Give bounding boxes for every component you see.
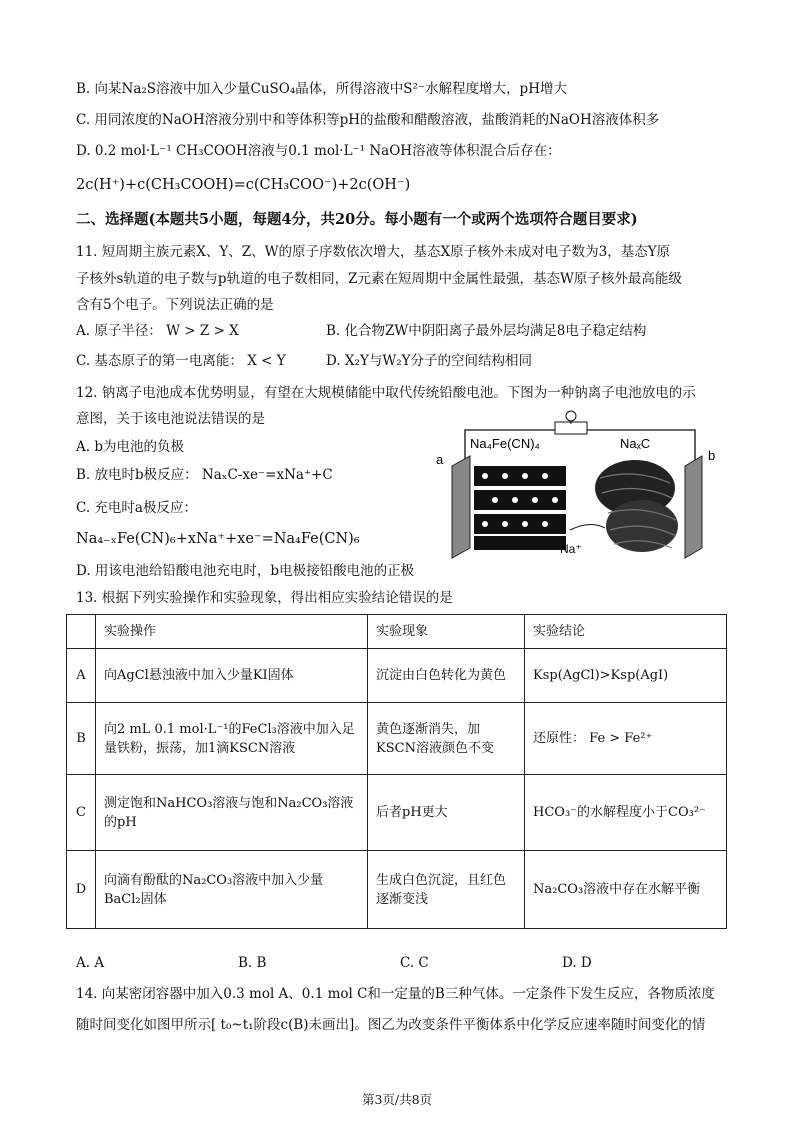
q13-answer-a: A. A [76, 955, 105, 971]
row-label: C [67, 775, 96, 851]
page-footer: 第3页/共8页 [361, 1092, 433, 1107]
row-conclusion: Na₂CO₃溶液中存在水解平衡 [525, 851, 727, 929]
table-header-phenomenon: 实验现象 [368, 615, 525, 649]
row-operation: 向滴有酚酞的Na₂CO₃溶液中加入少量BaCl₂固体 [96, 851, 368, 929]
row-operation: 向AgCl悬浊液中加入少量KI固体 [96, 649, 368, 703]
table-header-conclusion: 实验结论 [525, 615, 727, 649]
fig-label-a: a [436, 452, 444, 467]
q12-option-c-equation: Na₄₋ₓFe(CN)₆+xNa⁺+xe⁻=Na₄Fe(CN)₆ [76, 531, 360, 547]
electrode-a [452, 456, 470, 558]
row-label: B [67, 703, 96, 775]
q11-option-b: B. 化合物ZW中阴阳离子最外层均满足8电子稳定结构 [326, 323, 647, 339]
electrode-b [685, 456, 702, 558]
row-phenomenon: 后者pH更大 [368, 775, 525, 851]
row-phenomenon: 生成白色沉淀，且红色逐渐变浅 [368, 851, 525, 929]
row-operation: 向2 mL 0.1 mol·L⁻¹的FeCl₃溶液中加入足量铁粉，振荡，加1滴KSCN溶液 [96, 703, 368, 775]
q12-stem-line2: 意图，关于该电池说法错误的是 [76, 411, 265, 427]
battery-diagram [430, 408, 730, 568]
row-conclusion: Ksp(AgCl)>Ksp(AgI) [525, 649, 727, 703]
row-conclusion: HCO₃⁻的水解程度小于CO₃²⁻ [525, 775, 727, 851]
q10-option-d-equation: 2c(H⁺)+c(CH₃COOH)=c(CH₃COO⁻)+2c(OH⁻) [76, 177, 411, 193]
q10-option-c: C. 用同浓度的NaOH溶液分别中和等体积等pH的盐酸和醋酸溶液，盐酸消耗的NaOH溶液体积多 [76, 112, 660, 128]
q12-option-c: C. 充电时a极反应： [76, 500, 197, 516]
row-operation: 测定饱和NaHCO₃溶液与饱和Na₂CO₃溶液的pH [96, 775, 368, 851]
table-row [67, 649, 727, 703]
table-header-row [67, 615, 727, 649]
row-label: A [67, 649, 96, 703]
q10-option-d: D. 0.2 mol·L⁻¹ CH₃COOH溶液与0.1 mol·L⁻¹ NaOH溶液等体积混合后存在： [76, 143, 561, 159]
q11-option-d: D. X₂Y与W₂Y分子的空间结构相同 [326, 353, 533, 369]
ion-path [570, 524, 605, 530]
q10-option-b: B. 向某Na₂S溶液中加入少量CuSO₄晶体，所得溶液中S²⁻水解程度增大，pH增大 [76, 81, 567, 97]
left-electrode-material [474, 466, 566, 550]
table-header-operation: 实验操作 [96, 615, 368, 649]
fig-right-label: NaₓC [620, 436, 651, 451]
q11-option-c: C. 基态原子的第一电离能： X < Y [76, 353, 286, 369]
q14-line1: 14. 向某密闭容器中加入0.3 mol A、0.1 mol C和一定量的B三种气体。一定条件下发生反应，各物质浓度 [76, 986, 715, 1002]
table-row [67, 775, 727, 851]
row-label: D [67, 851, 96, 929]
q13-stem: 13. 根据下列实验操作和实验现象，得出相应实验结论错误的是 [76, 590, 453, 606]
q12-option-d: D. 用该电池给铅酸电池充电时，b电极接铅酸电池的正极 [76, 563, 415, 579]
fig-ion-label: Na⁺ [560, 542, 582, 556]
table-row [67, 851, 727, 929]
table-row [67, 703, 727, 775]
q11-stem-line3: 含有5个电子。下列说法正确的是 [76, 297, 274, 313]
section-2-heading: 二、选择题(本题共5小题，每题4分，共20分。每小题有一个或两个选项符合题目要求) [76, 211, 638, 228]
fig-label-b: b [708, 448, 716, 463]
row-phenomenon: 黄色逐渐消失，加KSCN溶液颜色不变 [368, 703, 525, 775]
experiment-table [66, 614, 727, 929]
bulb-icon [555, 411, 587, 434]
right-electrode-material [595, 460, 678, 552]
q11-stem-line1: 11. 短周期主族元素X、Y、Z、W的原子序数依次增大，基态X原子核外未成对电子数为3，基态Y原 [76, 244, 671, 260]
q14-line2: 随时间变化如图甲所示[ t₀~t₁阶段c(B)未画出]。图乙为改变条件平衡体系中化学反应速率随时间变化的情 [76, 1017, 706, 1033]
row-conclusion: 还原性： Fe > Fe²⁺ [525, 703, 727, 775]
q12-option-b: B. 放电时b极反应： NaₓC-xe⁻=xNa⁺+C [76, 467, 333, 483]
q11-option-a: A. 原子半径： W > Z > X [76, 323, 239, 339]
q11-stem-line2: 子核外s轨道的电子数与p轨道的电子数相同，Z元素在短周期中金属性最强，基态W原子核外最高能级 [76, 271, 682, 287]
table-header-empty [67, 615, 96, 649]
q12-stem-line1: 12. 钠离子电池成本优势明显，有望在大规模储能中取代传统铅酸电池。下图为一种钠离子电池放电的示 [76, 385, 696, 401]
q13-answer-c: C. C [400, 955, 429, 971]
q13-answer-b: B. B [238, 955, 267, 971]
fig-left-label: Na₄Fe(CN)₄ [470, 436, 540, 451]
q12-option-a: A. b为电池的负极 [76, 439, 184, 455]
row-phenomenon: 沉淀由白色转化为黄色 [368, 649, 525, 703]
q13-answer-d: D. D [562, 955, 592, 971]
